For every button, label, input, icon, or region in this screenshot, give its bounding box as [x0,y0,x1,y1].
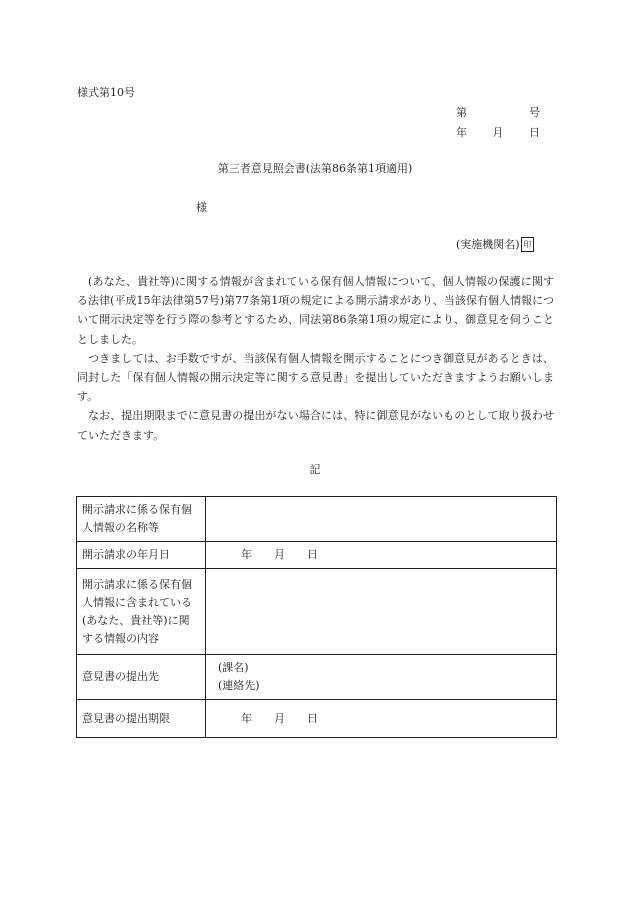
field-info-name [206,497,557,542]
date-month: 月 [492,126,504,139]
document-number-prefix: 第 [456,106,467,119]
table-row-submit-to [77,655,557,700]
sender [456,236,534,252]
seal-mark: 印 [521,237,534,252]
submit-to-contact: (連絡先) [218,679,260,692]
body-paragraph-2: つきましては、お手数ですが、当該保有個人情報を開示することにつき御意見があるときは、同封した「保有個人情報の開示決定等に関する意見書」を提出していただきますようお願いします。 [77,351,554,404]
field-deadline [206,700,557,738]
deadline-month: 月 [274,711,285,725]
deadline-year: 年 [241,711,252,725]
addressee-suffix: 様 [196,201,207,214]
document-number [456,104,540,120]
form-number: 様式第10号 [77,86,135,99]
field-submit-to [206,655,557,700]
request-month: 月 [274,548,285,561]
table-row-deadline [77,700,557,738]
label-info-content: 開示請求に係る保有個人情報に含まれている(あなた、貴社等)に関する情報の内容 [77,569,206,655]
deadline-day: 日 [307,711,318,725]
ki-heading: 記 [309,463,321,476]
table-row-info-content [77,569,557,655]
table-row-request-date [77,542,557,569]
info-table [76,496,557,738]
field-info-content [206,569,557,655]
request-day: 日 [307,548,318,561]
body-paragraph-3: なお、提出期限までに意見書の提出がない場合には、特に御意見がないものとして取り扱わせていただきます。 [77,409,554,442]
label-request-date: 開示請求の年月日 [77,542,206,569]
body-text [77,272,554,445]
body-paragraph-1: (あなた、貴社等)に関する情報が含まれている保有個人情報について、個人情報の保護に関する法律(平成15年法律第57号)第77条第1項の規定による開示請求があり、当該保有個人情報について開示決定等を行う際の参考とするため、同法第86条第1項の規定により、御意見を伺うこととしました。 [77,275,554,346]
label-deadline: 意見書の提出期限 [77,700,206,738]
request-year: 年 [241,548,252,561]
table-row-info-name [77,497,557,542]
label-info-name: 開示請求に係る保有個人情報の名称等 [77,497,206,542]
field-request-date [206,542,557,569]
date-year: 年 [456,126,467,139]
date-day: 日 [529,126,540,139]
submit-to-section: (課名) [218,661,249,674]
document-title: 第三者意見照会書(法第86条第1項適用) [217,162,413,175]
label-submit-to: 意見書の提出先 [77,655,206,700]
sender-label: (実施機関名) [456,238,520,251]
document-number-suffix: 号 [529,106,540,119]
document-date [456,124,540,140]
